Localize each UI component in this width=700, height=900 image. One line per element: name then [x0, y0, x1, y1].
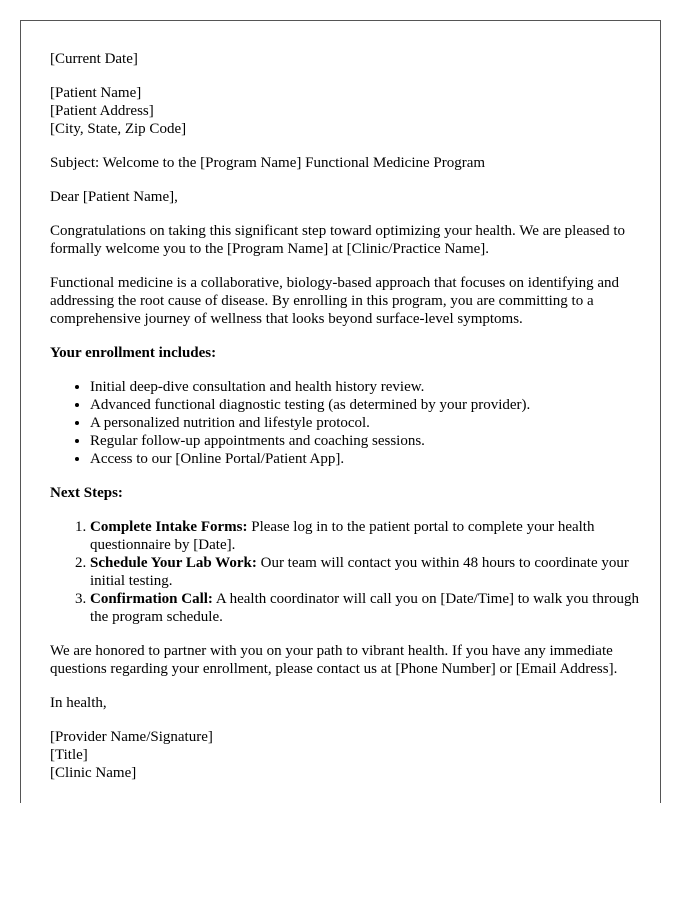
next-steps-heading: Next Steps:: [50, 485, 123, 501]
closing-paragraph: We are honored to partner with you on your path to vibrant health. If you have any immediate questions regarding your enrollment, please contact us at [Phone Number] or [Email Address].: [50, 643, 618, 677]
enrollment-item: • Regular follow-up appointments and coaching sessions.: [90, 432, 640, 450]
sign-off: In health,: [50, 695, 107, 711]
letter-salutation: Dear [Patient Name],: [50, 189, 178, 205]
recipient-address: [Patient Address]: [50, 103, 154, 119]
functional-medicine-paragraph: Functional medicine is a collaborative, biology-based approach that focuses on identifying and addressing the root cause of disease. By enrolling in this program, you are committing to a comprehensive journey of wellness that looks beyond surface-level symptoms.: [50, 275, 620, 327]
next-step-title: Schedule Your Lab Work:: [90, 555, 257, 571]
next-steps-list: [50, 518, 640, 626]
next-step-text: Please log in to the patient portal to complete your health questionnaire by [Date].: [90, 519, 595, 553]
enrollment-item: • A personalized nutrition and lifestyle protocol.: [90, 414, 640, 432]
letter-subject: Subject: Welcome to the [Program Name] Functional Medicine Program: [50, 155, 486, 171]
next-step-title: Confirmation Call:: [90, 591, 213, 607]
letter-page: [20, 20, 661, 803]
next-step-text: A health coordinator will call you on [Date/Time] to walk you through the program schedule.: [90, 591, 639, 625]
intro-paragraph: Congratulations on taking this significant step toward optimizing your health. We are pleased to formally welcome you to the [Program Name] at [Clinic/Practice Name].: [50, 223, 626, 257]
enrollment-item: • Access to our [Online Portal/Patient App].: [90, 450, 640, 468]
signature-name: [Provider Name/Signature]: [50, 729, 213, 745]
signature-title: [Title]: [50, 747, 88, 763]
enrollment-item: • Initial deep-dive consultation and health history review.: [90, 378, 640, 396]
next-step-item: [90, 518, 640, 554]
recipient-name: [Patient Name]: [50, 85, 142, 101]
signature-block: [50, 728, 640, 782]
next-step-title: Complete Intake Forms:: [90, 519, 248, 535]
next-step-item: [90, 554, 640, 590]
letter-body: [50, 50, 640, 798]
signature-clinic: [Clinic Name]: [50, 765, 137, 781]
recipient-city-state-zip: [City, State, Zip Code]: [50, 121, 187, 137]
recipient-block: [50, 84, 640, 138]
enrollment-item: • Advanced functional diagnostic testing (as determined by your provider).: [90, 396, 640, 414]
enrollment-list: [50, 378, 640, 468]
next-step-text: Our team will contact you within 48 hours to coordinate your initial testing.: [90, 555, 629, 589]
letter-date: [Current Date]: [50, 51, 138, 67]
next-step-item: [90, 590, 640, 626]
enrollment-heading: Your enrollment includes:: [50, 345, 217, 361]
